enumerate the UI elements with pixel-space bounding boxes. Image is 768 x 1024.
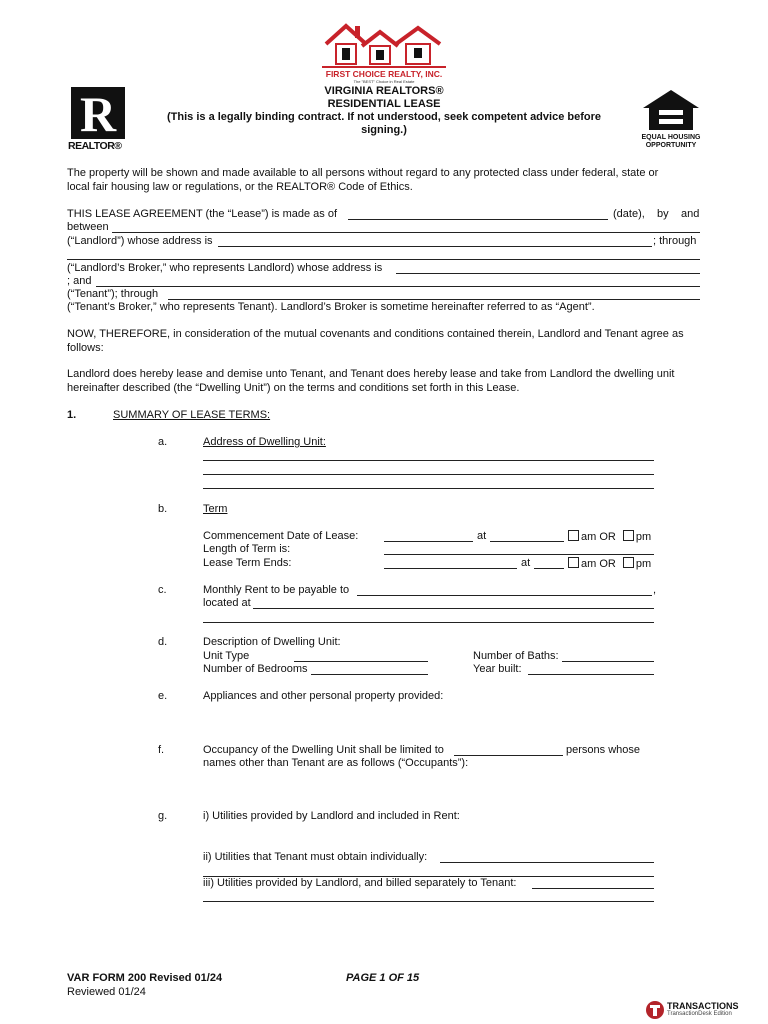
ends-am-checkbox[interactable] [568,557,579,568]
ends-date-field[interactable] [384,568,517,569]
address-line-3[interactable] [203,488,654,489]
tenant-broker-text: (“Tenant’s Broker,” who represents Tenant). Landlord’s Broker is sometime hereinafter referred to as “Agent”. [67,301,595,313]
commencement-am-checkbox[interactable] [568,530,579,541]
transactions-icon [645,1000,665,1020]
landlord-broker-field[interactable] [67,259,700,260]
length-label: Length of Term is: [203,543,291,555]
form-header [150,85,618,137]
commencement-at: at [477,530,487,542]
ends-at: at [521,557,531,569]
item-b-letter: b. [158,503,168,515]
baths-label: Number of Baths: [473,650,559,662]
section1-number: 1. [67,409,77,421]
tenant-broker-field[interactable] [168,299,700,300]
demise-line2: hereinafter described (the “Dwelling Unit”) on the terms and conditions set forth in this Lease. [67,382,520,394]
utilities-billed-field[interactable] [532,888,654,889]
commencement-ampm [564,530,651,544]
brokerage-tagline: The "BEST" Choice in Real Estate [353,79,415,84]
ends-pm-label: pm [635,558,652,570]
and-label: and [681,208,700,220]
utilities-tenant-label: ii) Utilities that Tenant must obtain individually: [203,851,428,863]
realtor-logo-text: REALTOR® [68,140,122,152]
lease-date-field[interactable] [348,219,608,220]
bedrooms-field[interactable] [311,674,428,675]
brokerage-name: FIRST CHOICE REALTY, INC. [322,66,446,79]
item-c-letter: c. [158,584,167,596]
header-line3: (This is a legally binding contract. If not understood, seek competent advice before [167,111,601,123]
rent-location-field-1[interactable] [253,608,654,609]
footer-page: PAGE 1 OF 15 [346,972,420,984]
transactions-edition: TransactionDesk Edition [667,1011,732,1017]
ends-ampm [564,557,651,571]
intro-line2: local fair housing law or regulations, or the REALTOR® Code of Ethics. [67,181,413,193]
landlord-address-label: (“Landlord”) whose address is [67,235,213,247]
item-c-comma: , [653,584,657,596]
year-field[interactable] [528,674,654,675]
equal-housing-icon [640,88,702,132]
item-f-persons: persons whose [566,744,640,756]
item-d-label: Description of Dwelling Unit: [203,636,341,648]
agreement-text: THIS LEASE AGREEMENT (the “Lease”) is made as of [67,208,338,220]
equal-housing-logo [640,88,702,152]
landlord-name-field[interactable] [112,232,700,233]
through-label: ; through [653,235,697,247]
item-a-label: Address of Dwelling Unit: [203,436,326,448]
rent-location-field-2[interactable] [203,622,654,623]
length-field[interactable] [384,554,654,555]
header-line2: RESIDENTIAL LEASE [327,98,441,110]
footer-reviewed: Reviewed 01/24 [67,986,146,998]
ends-am-or-label: am OR [581,558,616,570]
commencement-date-field[interactable] [384,541,473,542]
commencement-pm-label: pm [635,531,652,543]
date-label: (date), [613,208,645,220]
item-c-located: located at [203,597,251,609]
item-f-line2: names other than Tenant are as follows (“Occupants”): [203,757,469,769]
intro-line1: The property will be shown and made available to all persons without regard to any protected class under federal, state or [67,167,659,179]
broker-address-label: (“Landlord’s Broker,” who represents Landlord) whose address is [67,262,383,274]
unit-type-label: Unit Type [203,650,250,662]
and-semi-label: ; and [67,275,92,287]
address-line-1[interactable] [203,460,654,461]
ends-time-field[interactable] [534,568,564,569]
houses-icon [322,20,446,66]
tenant-through-label: (“Tenant”); through [67,288,159,300]
by-label: by [657,208,669,220]
header-line4: signing.) [361,124,407,136]
item-b-label: Term [203,503,228,515]
address-line-2[interactable] [203,474,654,475]
unit-type-field[interactable] [294,661,428,662]
bedrooms-label: Number of Bedrooms [203,663,308,675]
transactions-brand: TRANSACTIONS [667,1001,739,1011]
tenant-name-field[interactable] [96,286,700,287]
eho-line1: EQUAL HOUSING [641,134,701,141]
ends-label: Lease Term Ends: [203,557,292,569]
item-e-label: Appliances and other personal property provided: [203,690,444,702]
commencement-am-or-label: am OR [581,531,616,543]
item-f-letter: f. [158,744,165,756]
item-a-letter: a. [158,436,168,448]
item-f-label: Occupancy of the Dwelling Unit shall be limited to [203,744,444,756]
item-c-label: Monthly Rent to be payable to [203,584,350,596]
year-label: Year built: [473,663,522,675]
between-label: between [67,221,109,233]
commencement-label: Commencement Date of Lease: [203,530,359,542]
utilities-billed-field-2[interactable] [203,901,654,902]
commencement-pm-checkbox[interactable] [623,530,634,541]
utilities-billed-label: iii) Utilities provided by Landlord, and billed separately to Tenant: [203,877,517,889]
commencement-time-field[interactable] [490,541,564,542]
demise-line1: Landlord does hereby lease and demise unto Tenant, and Tenant does hereby lease and take from Landlord the dwelling unit [67,368,675,380]
ends-pm-checkbox[interactable] [623,557,634,568]
header-line1: VIRGINIA REALTORS® [324,85,444,97]
eho-line2: OPPORTUNITY [645,142,697,149]
item-d-letter: d. [158,636,168,648]
realtor-r-mark: R [79,86,117,142]
broker-address-field[interactable] [396,273,700,274]
item-g-letter: g. [158,810,168,822]
landlord-address-field[interactable] [218,246,652,247]
brokerage-logo [322,20,446,84]
realtor-logo [68,87,130,155]
now-therefore-line2: follows: [67,342,104,354]
now-therefore-line1: NOW, THEREFORE, in consideration of the mutual covenants and conditions contained therein, Landlord and Tenant agree as [67,328,684,340]
transactions-logo [645,998,745,1022]
rent-payee-field[interactable] [357,595,652,596]
baths-field[interactable] [562,661,654,662]
utilities-included-label: i) Utilities provided by Landlord and included in Rent: [203,810,460,822]
footer-form: VAR FORM 200 Revised 01/24 [67,972,223,984]
section1-title: SUMMARY OF LEASE TERMS: [113,409,271,421]
utilities-tenant-field[interactable] [440,862,654,863]
item-e-letter: e. [158,690,168,702]
occupancy-limit-field[interactable] [454,755,563,756]
